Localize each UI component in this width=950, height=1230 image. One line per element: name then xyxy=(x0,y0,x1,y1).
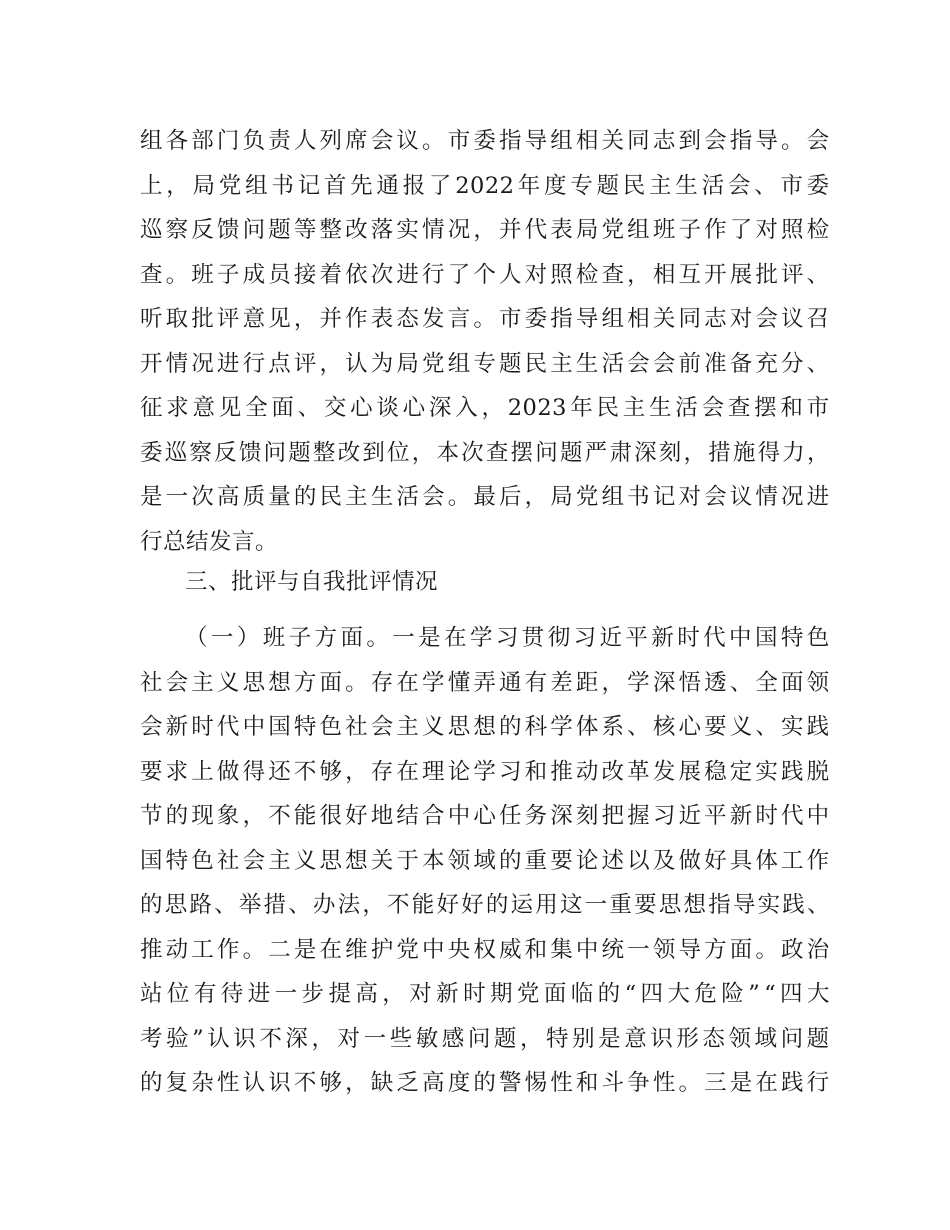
section-heading: 三、批评与自我批评情况 xyxy=(185,569,439,595)
text-line: 国 特 色 社 会 主 义 思 想 关 于 本 领 域 的 重 要 论 述 以 及 做 好 具 体 工 作 xyxy=(140,847,830,874)
text-line: 社 会 主 义 思 想 方 面 。 存 在 学 懂 弄 通 有 差 距 ， 学 深 悟 透 、 全 面 领 xyxy=(140,669,830,696)
text-line: 听 取 批 评 意 见 ， 并 作 表 态 发 言 。 市 委 指 导 组 相 关 同 志 对 会 议 召 xyxy=(140,306,830,332)
text-line: 巡 察 反 馈 问 题 等 整 改 落 实 情 况 ， 并 代 表 局 党 组 班 子 作 了 对 照 检 xyxy=(140,217,830,243)
text-line: 的 复 杂 性 认 识 不 够 ， 缺 乏 高 度 的 警 惕 性 和 斗 争 性 。 三 是 在 践 行 xyxy=(140,1070,830,1096)
text-line: 查 。 班 子 成 员 接 着 依 次 进 行 了 个 人 对 照 检 查 ， 相 互 开 展 批 评 、 xyxy=(140,261,830,288)
text-line: 上 ， 局 党 组 书 记 首 先 通 报 了 2022 年 度 专 题 民 主 生 活 会 、 市 委 xyxy=(140,172,830,199)
paragraph-team-criticism xyxy=(140,616,830,1106)
text-line: 是 一 次 高 质 量 的 民 主 生 活 会 。 最 后 ， 局 党 组 书 记 对 会 议 情 况 进 xyxy=(140,484,830,510)
text-line: 节 的 现 象 ， 不 能 很 好 地 结 合 中 心 任 务 深 刻 把 握 习 近 平 新 时 代 中 xyxy=(140,803,830,829)
text-line: 会 新 时 代 中 国 特 色 社 会 主 义 思 想 的 科 学 体 系 、 核 心 要 义 、 实 践 xyxy=(140,714,830,740)
text-line: 征 求 意 见 全 面 、 交 心 谈 心 深 入 ， 2023 年 民 主 生 活 会 查 摆 和 市 xyxy=(140,395,830,421)
text-line: 的 思 路 、 举 措 、 办 法 ， 不 能 好 好 的 运 用 这 一 重 要 思 想 指 导 实 践 、 xyxy=(140,892,830,918)
text-line: 要 求 上 做 得 还 不 够 ， 存 在 理 论 学 习 和 推 动 改 革 发 展 稳 定 实 践 脱 xyxy=(140,758,830,785)
text-line: 开 情 况 进 行 点 评 ， 认 为 局 党 组 专 题 民 主 生 活 会 会 前 准 备 充 分 、 xyxy=(140,350,830,377)
text-line: （ 一 ） 班 子 方 面 。 一 是 在 学 习 贯 彻 习 近 平 新 时 代 中 国 特 色 xyxy=(185,625,830,651)
text-line: 行总结发言。 xyxy=(140,528,279,555)
paragraph-meeting-summary xyxy=(140,119,830,564)
section-heading-block xyxy=(140,560,830,605)
text-line: 推 动 工 作 。 二 是 在 维 护 党 中 央 权 威 和 集 中 统 一 领 导 方 面 。 政 治 xyxy=(140,936,830,963)
text-line: 站 位 有 待 进 一 步 提 高 ， 对 新 时 期 党 面 临 的 “ 四 大 危 险 ” “ 四 大 xyxy=(140,981,830,1007)
text-line: 考 验 ” 认 识 不 深 ， 对 一 些 敏 感 问 题 ， 特 别 是 意 识 形 态 领 域 问 题 xyxy=(140,1025,830,1052)
text-line: 组 各 部 门 负 责 人 列 席 会 议 。 市 委 指 导 组 相 关 同 志 到 会 指 导 。 会 xyxy=(140,128,830,154)
text-line: 委 巡 察 反 馈 问 题 整 改 到 位 ， 本 次 查 摆 问 题 严 肃 深 刻 ， 措 施 得 力 ， xyxy=(140,439,830,466)
